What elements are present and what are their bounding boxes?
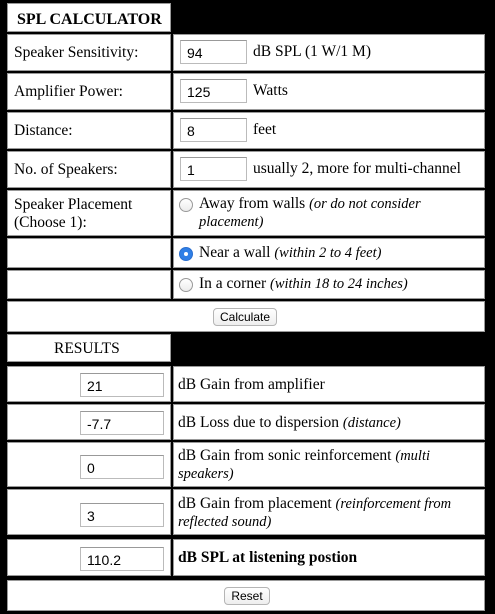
result-amplifier-label-cell	[173, 366, 485, 402]
calculate-row	[7, 301, 485, 332]
power-input-cell	[173, 73, 485, 110]
result-sonic-label: dB Gain from sonic reinforcement (multi speakers)	[178, 447, 431, 482]
placement-label-line1: Speaker Placement	[14, 196, 133, 213]
results-header-cell	[7, 334, 171, 362]
placement-option-away-cell	[173, 190, 485, 236]
radio-near-a-wall[interactable]	[179, 247, 193, 261]
results-header: RESULTS	[54, 340, 120, 357]
placement-option-wall-cell	[173, 238, 485, 268]
distance-input-cell	[173, 112, 485, 149]
speakers-label: No. of Speakers:	[14, 161, 118, 178]
page-title	[7, 3, 171, 32]
distance-input[interactable]	[180, 118, 247, 142]
radio-away-from-walls[interactable]	[179, 198, 193, 212]
result-amplifier-label: dB Gain from amplifier	[178, 376, 325, 393]
speakers-input-cell	[173, 151, 485, 188]
placement-empty-cell-1	[7, 238, 171, 268]
page-title-text: SPL CALCULATOR	[17, 11, 162, 28]
result-amplifier-value[interactable]	[80, 373, 164, 397]
placement-empty-cell-2	[7, 270, 171, 299]
sensitivity-input[interactable]	[180, 40, 247, 64]
result-placement-label: dB Gain from placement (reinforcement from reflected sound)	[178, 495, 452, 530]
power-unit: Watts	[253, 82, 288, 99]
power-label: Amplifier Power:	[14, 83, 123, 100]
distance-label: Distance:	[14, 122, 73, 139]
distance-label-cell	[7, 112, 171, 149]
result-amplifier-value-cell	[7, 366, 171, 402]
power-input[interactable]	[180, 79, 247, 103]
sensitivity-unit: dB SPL (1 W/1 M)	[253, 43, 371, 60]
placement-label-cell	[7, 190, 171, 236]
sensitivity-label-cell	[7, 34, 171, 71]
result-sonic-label-cell	[173, 442, 485, 487]
result-placement-label-cell	[173, 489, 485, 535]
placement-option-wall-text: Near a wall (within 2 to 4 feet)	[199, 244, 382, 261]
speakers-input[interactable]	[180, 157, 247, 181]
result-dispersion-value-cell	[7, 404, 171, 440]
result-total-label-cell	[173, 539, 485, 576]
reset-row	[7, 580, 485, 611]
result-sonic-value-cell	[7, 442, 171, 487]
result-placement-value-cell	[7, 489, 171, 535]
sensitivity-label: Speaker Sensitivity:	[14, 44, 139, 61]
placement-option-away-text: Away from walls (or do not consider placement)	[199, 195, 421, 230]
result-dispersion-label: dB Loss due to dispersion (distance)	[178, 414, 401, 431]
power-label-cell	[7, 73, 171, 110]
result-total-value[interactable]	[80, 547, 164, 571]
placement-option-corner-text: In a corner (within 18 to 24 inches)	[199, 275, 408, 292]
result-total-label: dB SPL at listening postion	[178, 549, 358, 566]
result-dispersion-value[interactable]	[80, 411, 164, 435]
result-placement-value[interactable]	[80, 503, 164, 527]
result-total-value-cell	[7, 539, 171, 576]
calculate-button[interactable]: Calculate	[213, 308, 277, 326]
distance-unit: feet	[253, 121, 277, 138]
placement-label-line2: (Choose 1):	[14, 214, 87, 231]
speakers-label-cell	[7, 151, 171, 188]
radio-in-a-corner[interactable]	[179, 278, 193, 292]
reset-button[interactable]: Reset	[224, 587, 270, 605]
speakers-unit: usually 2, more for multi-channel	[253, 160, 461, 177]
result-sonic-value[interactable]	[80, 455, 164, 479]
sensitivity-input-cell	[173, 34, 485, 71]
placement-option-corner-cell	[173, 270, 485, 299]
result-dispersion-label-cell	[173, 404, 485, 440]
